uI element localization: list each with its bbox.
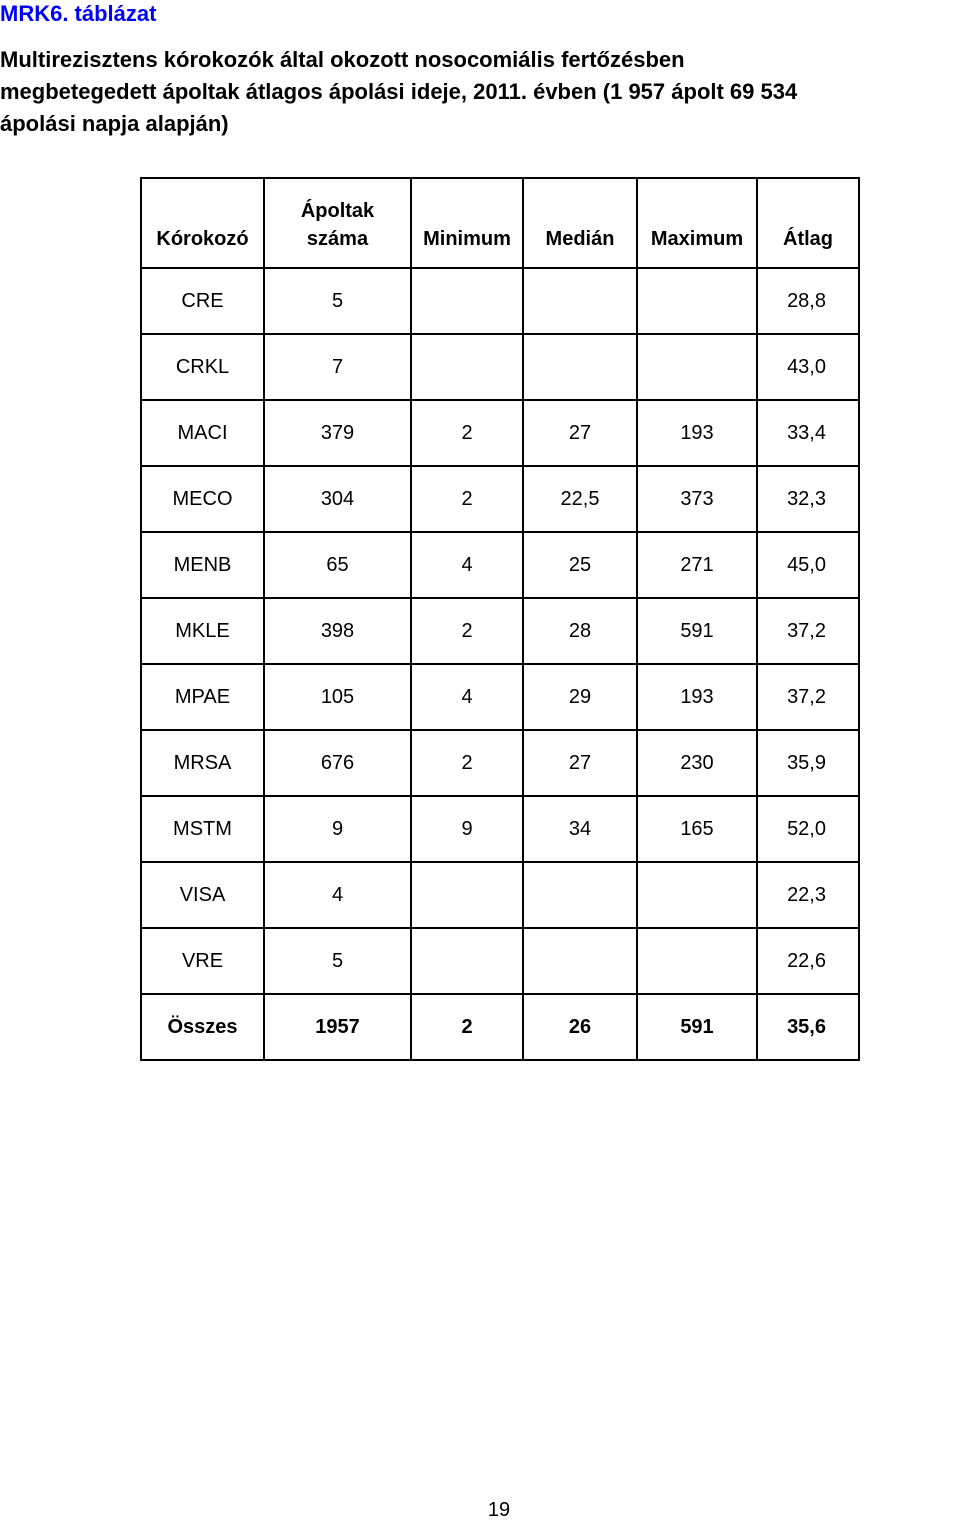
cell-patients: 398	[264, 598, 411, 664]
cell-average: 22,3	[757, 862, 859, 928]
table-row	[141, 268, 859, 334]
table-row	[141, 862, 859, 928]
header-maximum: Maximum	[637, 178, 757, 268]
cell-pathogen: MSTM	[141, 796, 264, 862]
cell-patients: 105	[264, 664, 411, 730]
cell-minimum: 9	[411, 796, 523, 862]
table-caption	[0, 44, 960, 140]
table-row	[141, 466, 859, 532]
cell-pathogen: CRKL	[141, 334, 264, 400]
header-median: Medián	[523, 178, 637, 268]
cell-maximum	[637, 268, 757, 334]
cell-maximum	[637, 334, 757, 400]
cell-maximum: 165	[637, 796, 757, 862]
cell-median: 26	[523, 994, 637, 1060]
table-row	[141, 598, 859, 664]
header-pathogen: Kórokozó	[141, 178, 264, 268]
table-label: MRK6. táblázat	[0, 1, 157, 26]
cell-minimum	[411, 268, 523, 334]
cell-maximum: 591	[637, 994, 757, 1060]
cell-patients: 65	[264, 532, 411, 598]
table-row	[141, 532, 859, 598]
cell-minimum: 2	[411, 598, 523, 664]
cell-maximum: 193	[637, 400, 757, 466]
cell-median: 25	[523, 532, 637, 598]
cell-median: 27	[523, 730, 637, 796]
cell-median: 27	[523, 400, 637, 466]
cell-maximum: 373	[637, 466, 757, 532]
cell-maximum: 271	[637, 532, 757, 598]
cell-average: 22,6	[757, 928, 859, 994]
cell-average: 37,2	[757, 664, 859, 730]
cell-pathogen: MACI	[141, 400, 264, 466]
header-patients-line1: Ápoltak	[300, 200, 375, 222]
cell-median	[523, 268, 637, 334]
cell-patients: 9	[264, 796, 411, 862]
cell-patients: 7	[264, 334, 411, 400]
cell-maximum: 591	[637, 598, 757, 664]
page-number: 19	[487, 1499, 511, 1521]
cell-pathogen: MENB	[141, 532, 264, 598]
cell-pathogen: Összes	[141, 994, 264, 1060]
cell-minimum	[411, 928, 523, 994]
cell-patients: 676	[264, 730, 411, 796]
length-of-stay-table	[140, 177, 860, 1061]
header-patients	[264, 178, 411, 268]
cell-maximum: 230	[637, 730, 757, 796]
cell-average: 43,0	[757, 334, 859, 400]
table-row	[141, 730, 859, 796]
table-row	[141, 400, 859, 466]
cell-median	[523, 334, 637, 400]
cell-average: 45,0	[757, 532, 859, 598]
cell-maximum	[637, 928, 757, 994]
cell-median: 34	[523, 796, 637, 862]
cell-patients: 5	[264, 928, 411, 994]
cell-minimum: 2	[411, 400, 523, 466]
cell-patients: 4	[264, 862, 411, 928]
cell-average: 35,9	[757, 730, 859, 796]
cell-average: 28,8	[757, 268, 859, 334]
header-average: Átlag	[757, 178, 859, 268]
header-patients-line2: száma	[306, 228, 369, 250]
cell-patients: 1957	[264, 994, 411, 1060]
cell-pathogen: MECO	[141, 466, 264, 532]
cell-average: 32,3	[757, 466, 859, 532]
cell-pathogen: MKLE	[141, 598, 264, 664]
table-row	[141, 664, 859, 730]
cell-pathogen: VISA	[141, 862, 264, 928]
cell-minimum: 2	[411, 994, 523, 1060]
cell-pathogen: MPAE	[141, 664, 264, 730]
cell-median	[523, 862, 637, 928]
caption-line: megbetegedett ápoltak átlagos ápolási ideje, 2011. évben (1 957 ápolt 69 534	[0, 79, 798, 104]
cell-pathogen: CRE	[141, 268, 264, 334]
table-row	[141, 334, 859, 400]
cell-median: 29	[523, 664, 637, 730]
caption-line: ápolási napja alapján)	[0, 111, 229, 136]
cell-average: 33,4	[757, 400, 859, 466]
cell-minimum: 4	[411, 664, 523, 730]
cell-minimum: 4	[411, 532, 523, 598]
total-row	[141, 994, 859, 1060]
table-row	[141, 928, 859, 994]
cell-patients: 379	[264, 400, 411, 466]
caption-line: Multirezisztens kórokozók által okozott nosocomiális fertőzésben	[0, 47, 685, 72]
cell-median	[523, 928, 637, 994]
cell-average: 35,6	[757, 994, 859, 1060]
cell-pathogen: VRE	[141, 928, 264, 994]
header-row	[141, 178, 859, 268]
cell-average: 37,2	[757, 598, 859, 664]
cell-minimum	[411, 334, 523, 400]
cell-minimum: 2	[411, 466, 523, 532]
header-minimum: Minimum	[411, 178, 523, 268]
cell-median: 22,5	[523, 466, 637, 532]
cell-average: 52,0	[757, 796, 859, 862]
cell-median: 28	[523, 598, 637, 664]
cell-pathogen: MRSA	[141, 730, 264, 796]
cell-maximum	[637, 862, 757, 928]
cell-patients: 304	[264, 466, 411, 532]
table-row	[141, 796, 859, 862]
cell-maximum: 193	[637, 664, 757, 730]
cell-patients: 5	[264, 268, 411, 334]
cell-minimum	[411, 862, 523, 928]
cell-minimum: 2	[411, 730, 523, 796]
